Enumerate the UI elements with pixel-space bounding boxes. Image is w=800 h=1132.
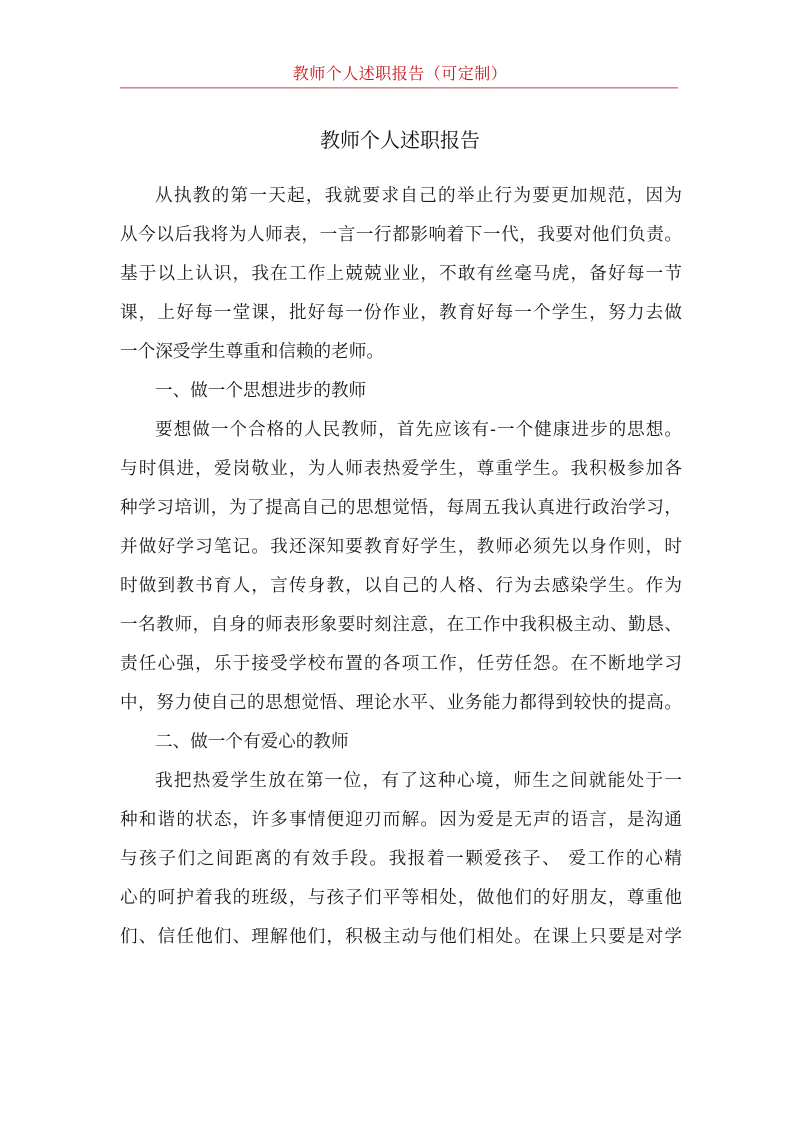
paragraph-line: 我把热爱学生放在第一位，有了这种心境，师生之间就能处于一 [155, 771, 682, 791]
section-heading-1: 一、做一个思想进步的教师 [155, 381, 367, 401]
section-heading-2: 二、做一个有爱心的教师 [155, 732, 349, 752]
paragraph-line: 并做好学习笔记。我还深知要教育好学生，教师必须先以身作则，时 [120, 537, 682, 557]
running-header-title: 教师个人述职报告（可定制） [292, 64, 508, 83]
paragraph-line: 心的呵护着我的班级，与孩子们平等相处，做他们的好朋友，尊重他 [120, 888, 682, 908]
paragraph-line: 种和谐的状态，许多事情便迎刃而解。因为爱是无声的语言，是沟通 [120, 810, 682, 830]
paragraph-line: 要想做一个合格的人民教师，首先应该有-一个健康进步的思想。 [155, 420, 682, 440]
paragraph-line: 从今以后我将为人师表，一言一行都影响着下一代，我要对他们负责。 [120, 225, 682, 245]
document-body [120, 177, 682, 957]
paragraph-line: 中，努力使自己的思想觉悟、理论水平、业务能力都得到较快的提高。 [120, 693, 682, 713]
paragraph-line: 课，上好每一堂课，批好每一份作业，教育好每一个学生，努力去做 [120, 303, 682, 323]
paragraph-line: 基于以上认识，我在工作上兢兢业业，不敢有丝毫马虎，备好每一节 [120, 264, 682, 284]
paragraph-line: 与时俱进，爱岗敬业，为人师表热爱学生，尊重学生。我积极参加各 [120, 459, 682, 479]
paragraph-line: 一名教师，自身的师表形象要时刻注意，在工作中我积极主动、勤恳、 [120, 615, 682, 635]
document-title: 教师个人述职报告 [320, 128, 480, 152]
paragraph-line: 种学习培训，为了提高自己的思想觉悟，每周五我认真进行政治学习， [120, 498, 682, 518]
paragraph-line: 时做到教书育人，言传身教，以自己的人格、行为去感染学生。作为 [120, 576, 682, 596]
paragraph-line: 一个深受学生尊重和信赖的老师。 [120, 342, 384, 362]
paragraph-line: 们、信任他们、理解他们，积极主动与他们相处。在课上只要是对学 [120, 927, 682, 947]
paragraph-line: 与孩子们之间距离的有效手段。我报着一颗爱孩子、 爱工作的心精 [120, 849, 682, 869]
paragraph-line: 责任心强，乐于接受学校布置的各项工作，任劳任怨。在不断地学习 [120, 654, 682, 674]
paragraph-line: 从执教的第一天起，我就要求自己的举止行为要更加规范，因为 [155, 186, 682, 206]
header-divider [120, 87, 678, 89]
